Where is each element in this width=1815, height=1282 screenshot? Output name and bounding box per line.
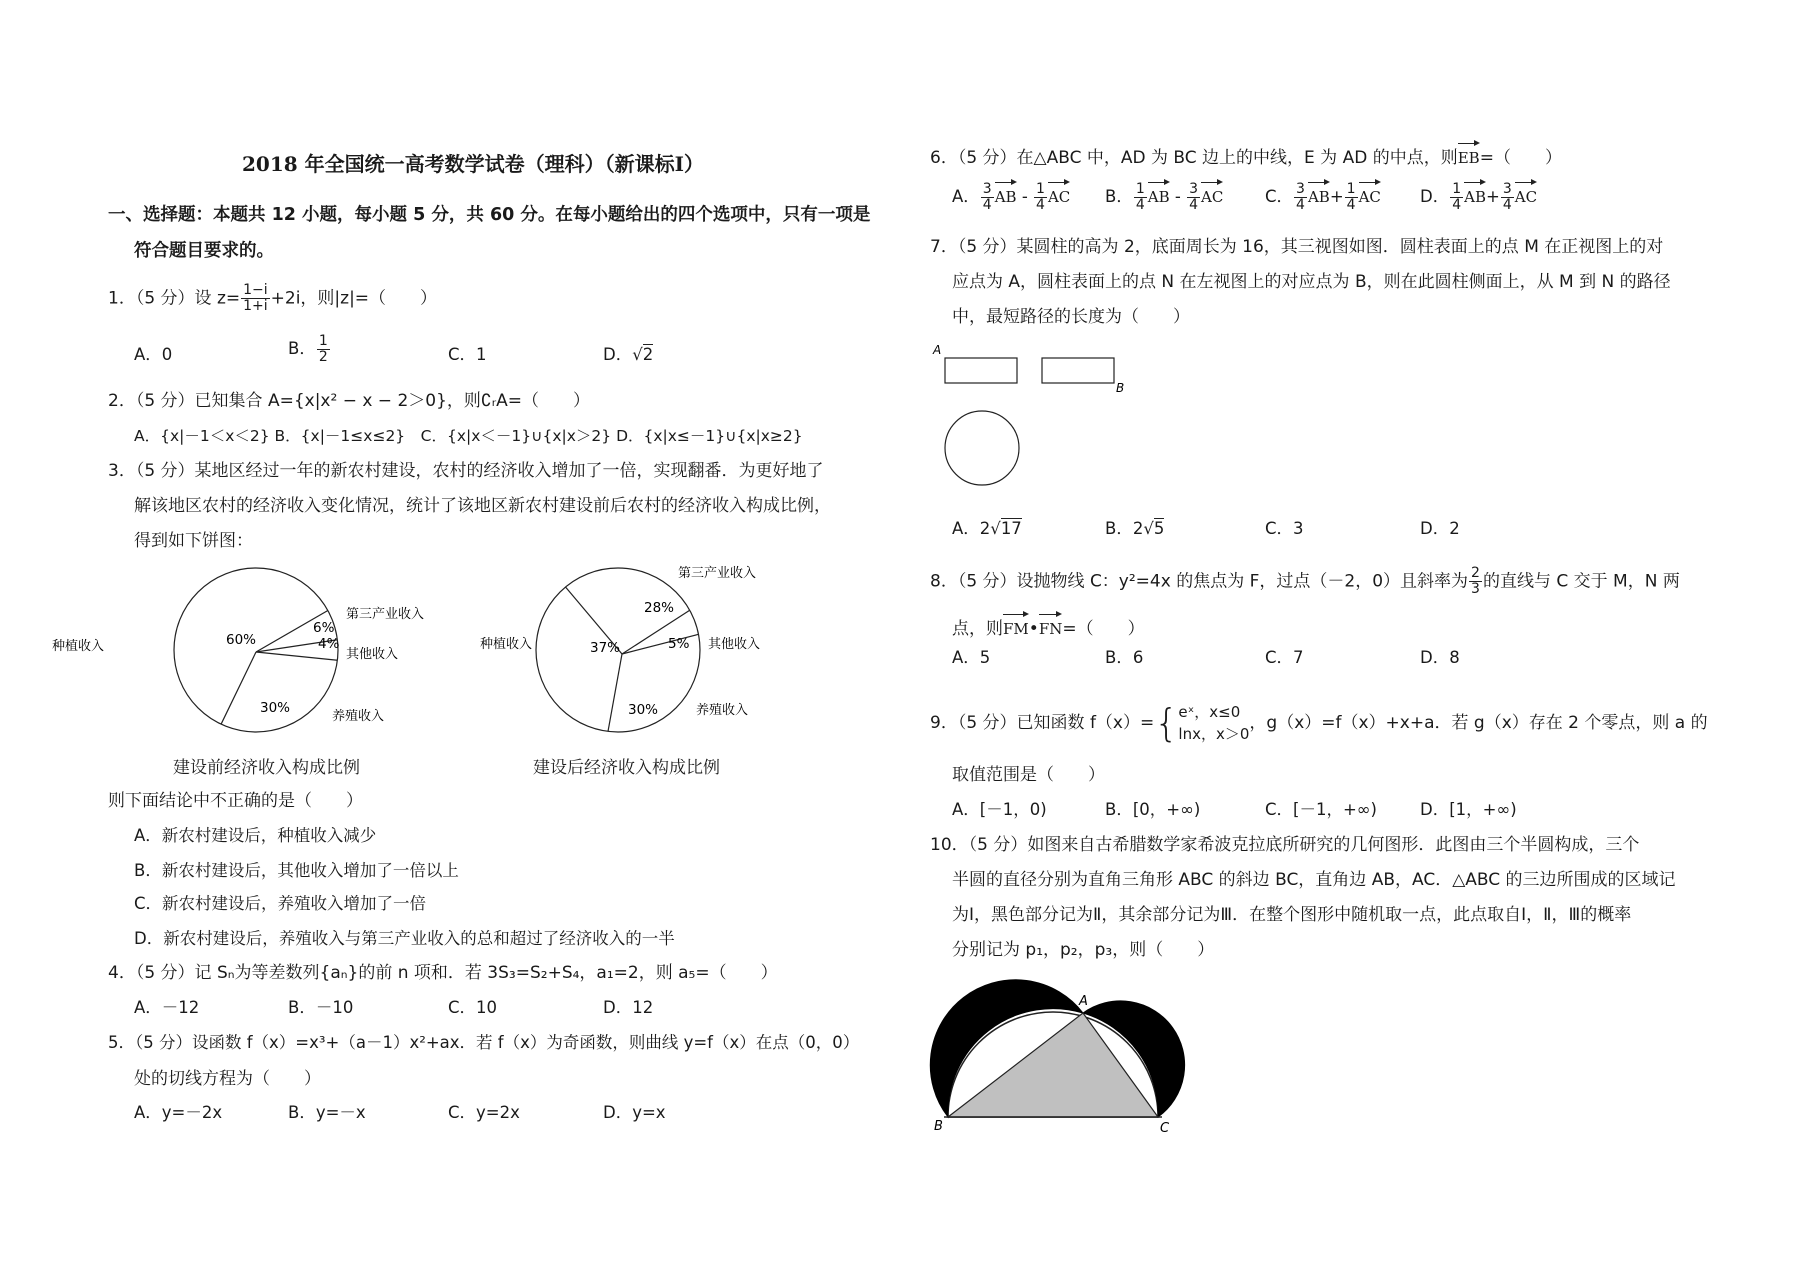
- q9-option-c: C．[－1，+∞): [1265, 800, 1377, 819]
- question-10-line3: 为Ⅰ，黑色部分记为Ⅱ，其余部分记为Ⅲ．在整个图形中随机取一点，此点取自Ⅰ，Ⅱ，Ⅲ的概率: [952, 905, 1632, 925]
- question-9-line1: 9．（5 分）已知函数 f（x）={ eˣ，x≤0 lnx，x＞0 ，g（x）=f（x）+x+a．若 g（x）存在 2 个零点，则 a 的: [930, 701, 1708, 745]
- question-10-line2: 半圆的直径分别为直角三角形 ABC 的斜边 BC，直角边 AB，AC．△ABC 的三边所围成的区域记: [952, 870, 1676, 890]
- question-3-line1: 3．（5 分）某地区经过一年的新农村建设，农村的经济收入增加了一倍，实现翻番．为更好地了: [108, 461, 824, 481]
- pie-category-label: 第三产业收入: [678, 566, 757, 581]
- question-7-line3: 中，最短路径的长度为（ ）: [952, 307, 1190, 327]
- q8-option-b: B．6: [1105, 648, 1144, 667]
- q8-option-c: C．7: [1265, 648, 1304, 667]
- q7-option-a: A．2√17: [952, 519, 1022, 538]
- pie-before-title: 建设前经济收入构成比例: [173, 758, 360, 778]
- pie-category-label: 其他收入: [708, 637, 761, 652]
- question-7-line1: 7．（5 分）某圆柱的高为 2，底面周长为 16，其三视图如图．圆柱表面上的点 M 在正视图上的对: [930, 237, 1664, 257]
- question-5-line1: 5．（5 分）设函数 f（x）=x³+（a－1）x²+ax．若 f（x）为奇函数，则曲线 y=f（x）在点（0，0）: [108, 1033, 860, 1052]
- question-4-stem: 4．（5 分）记 Sₙ为等差数列{aₙ}的前 n 项和．若 3S₃=S₂+S₄，a₁=2，则 a₅=（ ）: [108, 963, 778, 983]
- q6-option-d: D． $\frac{1}{4}$ AB+ $\frac{3}{4}$ AC: [1420, 181, 1538, 213]
- pie-outline: [174, 568, 338, 732]
- point-b-label: B: [1116, 381, 1125, 395]
- front-view-rect: [945, 358, 1017, 383]
- q9-option-a: A．[－1，0): [952, 800, 1047, 819]
- q7-option-d: D．2: [1420, 519, 1460, 538]
- exam-title: 2018 年全国统一高考数学试卷（理科）（新课标Ⅰ）: [242, 152, 704, 176]
- question-2-stem: 2．（5 分）已知集合 A={x|x² − x − 2＞0}，则∁ᵣA=（ ）: [108, 391, 590, 411]
- q3-conclusion: 则下面结论中不正确的是（ ）: [108, 791, 363, 811]
- pie-value-label: 30%: [260, 700, 291, 716]
- q4-option-d: D．12: [603, 998, 654, 1017]
- question-1-stem: 1．（5 分）设 z= $\frac{1-i}{1+i}$ +2i，则|z|=（ ）: [108, 282, 438, 314]
- q4-option-c: C．10: [448, 998, 498, 1017]
- q1-option-d: D．√2: [603, 345, 654, 364]
- piecewise-function: eˣ，x≤0 lnx，x＞0: [1178, 703, 1250, 743]
- vertex-a-label: A: [1079, 994, 1088, 1009]
- pie-after: [480, 565, 760, 732]
- q5-option-b: B．y=－x: [288, 1103, 366, 1122]
- q1-option-a: A．0: [134, 345, 173, 364]
- question-7-line2: 应点为 A，圆柱表面上的点 N 在左视图上的对应点为 B，则在此圆柱侧面上，从 M 到 N 的路径: [952, 272, 1671, 292]
- pie-value-label: 37%: [590, 640, 621, 656]
- q1-option-b: B． $\frac{1}{2}$: [288, 333, 328, 365]
- q7-option-c: C．3: [1265, 519, 1304, 538]
- q3-option-c: C．新农村建设后，养殖收入增加了一倍: [134, 894, 427, 913]
- q9-option-d: D．[1，+∞): [1420, 800, 1517, 819]
- pie-category-label: 第三产业收入: [346, 607, 425, 622]
- pie-after-title: 建设后经济收入构成比例: [533, 758, 720, 778]
- side-view-rect: [1042, 358, 1114, 383]
- point-a-label: A: [933, 343, 942, 357]
- q4-option-b: B．－10: [288, 998, 354, 1017]
- q2-options: A．{x|－1＜x＜2} B．{x|－1≤x≤2} C．{x|x＜－1}∪{x|x＞2} D．{x|x≤－1}∪{x|x≥2}: [134, 427, 803, 445]
- question-10-line4: 分别记为 p₁，p₂，p₃，则（ ）: [952, 940, 1215, 960]
- pie-before: [52, 568, 424, 732]
- q5-option-c: C．y=2x: [448, 1103, 520, 1122]
- question-8-line2: 点，则FM•FN=（ ）: [952, 612, 1145, 640]
- pie-value-label: 60%: [226, 632, 257, 648]
- q6-option-b: B． $\frac{1}{4}$ AB - $\frac{3}{4}$ AC: [1105, 181, 1224, 213]
- pie-category-label: 养殖收入: [696, 703, 749, 718]
- pie-value-label: 4%: [318, 636, 340, 652]
- vertex-c-label: C: [1160, 1121, 1170, 1136]
- q8-option-d: D．8: [1420, 648, 1460, 667]
- top-view-circle: [945, 411, 1019, 485]
- q9-option-b: B．[0，+∞): [1105, 800, 1201, 819]
- question-9-line2: 取值范围是（ ）: [952, 765, 1105, 785]
- pie-category-label: 养殖收入: [332, 709, 385, 724]
- pie-category-label: 其他收入: [346, 647, 399, 662]
- q10-hippocrates-figure: [930, 975, 1210, 1140]
- pie-value-label: 28%: [644, 600, 675, 616]
- question-6-stem: 6．（5 分）在△ABC 中，AD 为 BC 边上的中线，E 为 AD 的中点，则EB=（ ）: [930, 141, 1562, 169]
- pie-category-label: 种植收入: [479, 637, 532, 652]
- q3-option-a: A．新农村建设后，种植收入减少: [134, 826, 377, 845]
- q5-option-a: A．y=－2x: [134, 1103, 223, 1122]
- question-10-line1: 10．（5 分）如图来自古希腊数学家希波克拉底所研究的几何图形．此图由三个半圆构成，三个: [930, 835, 1640, 855]
- q7-option-b: B．2√5: [1105, 519, 1165, 538]
- vertex-b-label: B: [934, 1119, 943, 1134]
- question-8-line1: 8．（5 分）设抛物线 C：y²=4x 的焦点为 F，过点（－2，0）且斜率为 $\frac{2}{3}$ 的直线与 C 交于 M，N 两: [930, 565, 1680, 597]
- q3-option-b: B．新农村建设后，其他收入增加了一倍以上: [134, 861, 459, 880]
- section-heading: 一、选择题：本题共 12 小题，每小题 5 分，共 60 分。在每小题给出的四个选项中，只有一项是: [108, 205, 871, 225]
- q3-option-d: D．新农村建设后，养殖收入与第三产业收入的总和超过了经济收入的一半: [134, 929, 675, 948]
- q1-option-c: C．1: [448, 345, 487, 364]
- question-3-line2: 解该地区农村的经济收入变化情况，统计了该地区新农村建设前后农村的经济收入构成比例，: [134, 496, 831, 516]
- q3-pie-charts: [51, 560, 788, 790]
- q6-option-a: A． $\frac{3}{4}$ AB - $\frac{1}{4}$ AC: [952, 181, 1071, 213]
- pie-category-label: 种植收入: [51, 639, 104, 654]
- q4-option-a: A．－12: [134, 998, 200, 1017]
- section-heading-cont: 符合题目要求的。: [134, 241, 274, 261]
- question-3-line3: 得到如下饼图：: [134, 531, 253, 551]
- q6-option-c: C． $\frac{3}{4}$ AB+ $\frac{1}{4}$ AC: [1265, 181, 1381, 213]
- q8-option-a: A．5: [952, 648, 991, 667]
- pie-value-label: 5%: [668, 636, 690, 652]
- question-5-line2: 处的切线方程为（ ）: [134, 1069, 321, 1089]
- fraction: $\frac{1-i}{1+i}$: [243, 282, 268, 314]
- pie-value-label: 30%: [628, 702, 659, 718]
- pie-value-label: 6%: [313, 620, 335, 636]
- q7-three-view-figure: [930, 340, 1130, 490]
- q5-option-d: D．y=x: [603, 1103, 666, 1122]
